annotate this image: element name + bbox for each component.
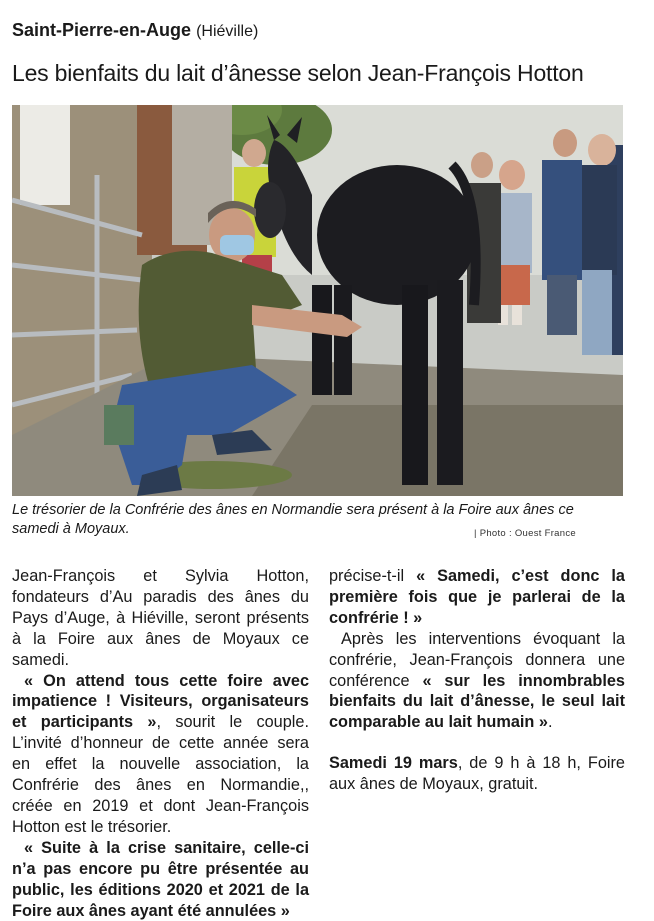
quote-3: « Samedi, c’est donc la première fois que je parlerai de la confrérie ! » bbox=[329, 567, 625, 627]
paragraph-3-mid: précise-t-il bbox=[329, 567, 417, 585]
photo-credit: | Photo : Ouest France bbox=[473, 528, 576, 539]
quote-2: « Suite à la crise sanitaire, celle-ci n’a pas encore pu être présentée au public, les éditions 2020 et 2021 de la Foire aux ânes ayant été annulées » bbox=[12, 838, 309, 920]
article-column-right bbox=[329, 566, 625, 795]
paragraph-4 bbox=[329, 629, 625, 734]
quote-4: « sur les innombrables bienfaits du lait d’ânesse, le seul lait comparable au lait humain » bbox=[329, 671, 625, 732]
article-column-left bbox=[12, 566, 309, 921]
article-photo bbox=[12, 105, 623, 496]
location-sub: (Hiéville) bbox=[196, 23, 259, 40]
photo-caption: Le trésorier de la Confrérie des ânes en Normandie sera présent à la Foire aux ânes ce samedi à Moyaux. bbox=[12, 502, 574, 537]
paragraph-3-start bbox=[12, 838, 309, 921]
paragraph-2-rest: , sourit le couple. L’invité d’honneur de cette année sera en effet la nouvelle association, la Confrérie des ânes en Normandie,, créée en 2019 et dont Jean-François Hotton est le trésorier. bbox=[12, 713, 309, 836]
paragraph-4-start: Après les interventions évoquant la confrérie, Jean-François donnera une conférence bbox=[329, 629, 625, 690]
paragraph-4-end: . bbox=[547, 713, 553, 732]
headline: Les bienfaits du lait d’ânesse selon Jean-François Hotton bbox=[12, 60, 584, 86]
paragraph-2 bbox=[12, 671, 309, 838]
quote-1: « On attend tous cette foire avec impatience ! Visiteurs, organisateurs et participants » bbox=[12, 671, 309, 732]
event-date: Samedi 19 mars bbox=[329, 754, 458, 773]
location-name: Saint-Pierre-en-Auge bbox=[12, 20, 192, 40]
paragraph-3-continued bbox=[329, 566, 625, 629]
event-details: , de 9 h à 18 h, Foire aux ânes de Moyaux, gratuit. bbox=[329, 754, 625, 794]
paragraph-5 bbox=[329, 753, 625, 795]
paragraph-1: Jean-François et Sylvia Hotton, fondateurs d’Au paradis des ânes du Pays d’Auge, à Hiéville, seront présents à la Foire aux ânes de Moyaux ce samedi. bbox=[12, 567, 309, 669]
kicker bbox=[12, 20, 258, 41]
